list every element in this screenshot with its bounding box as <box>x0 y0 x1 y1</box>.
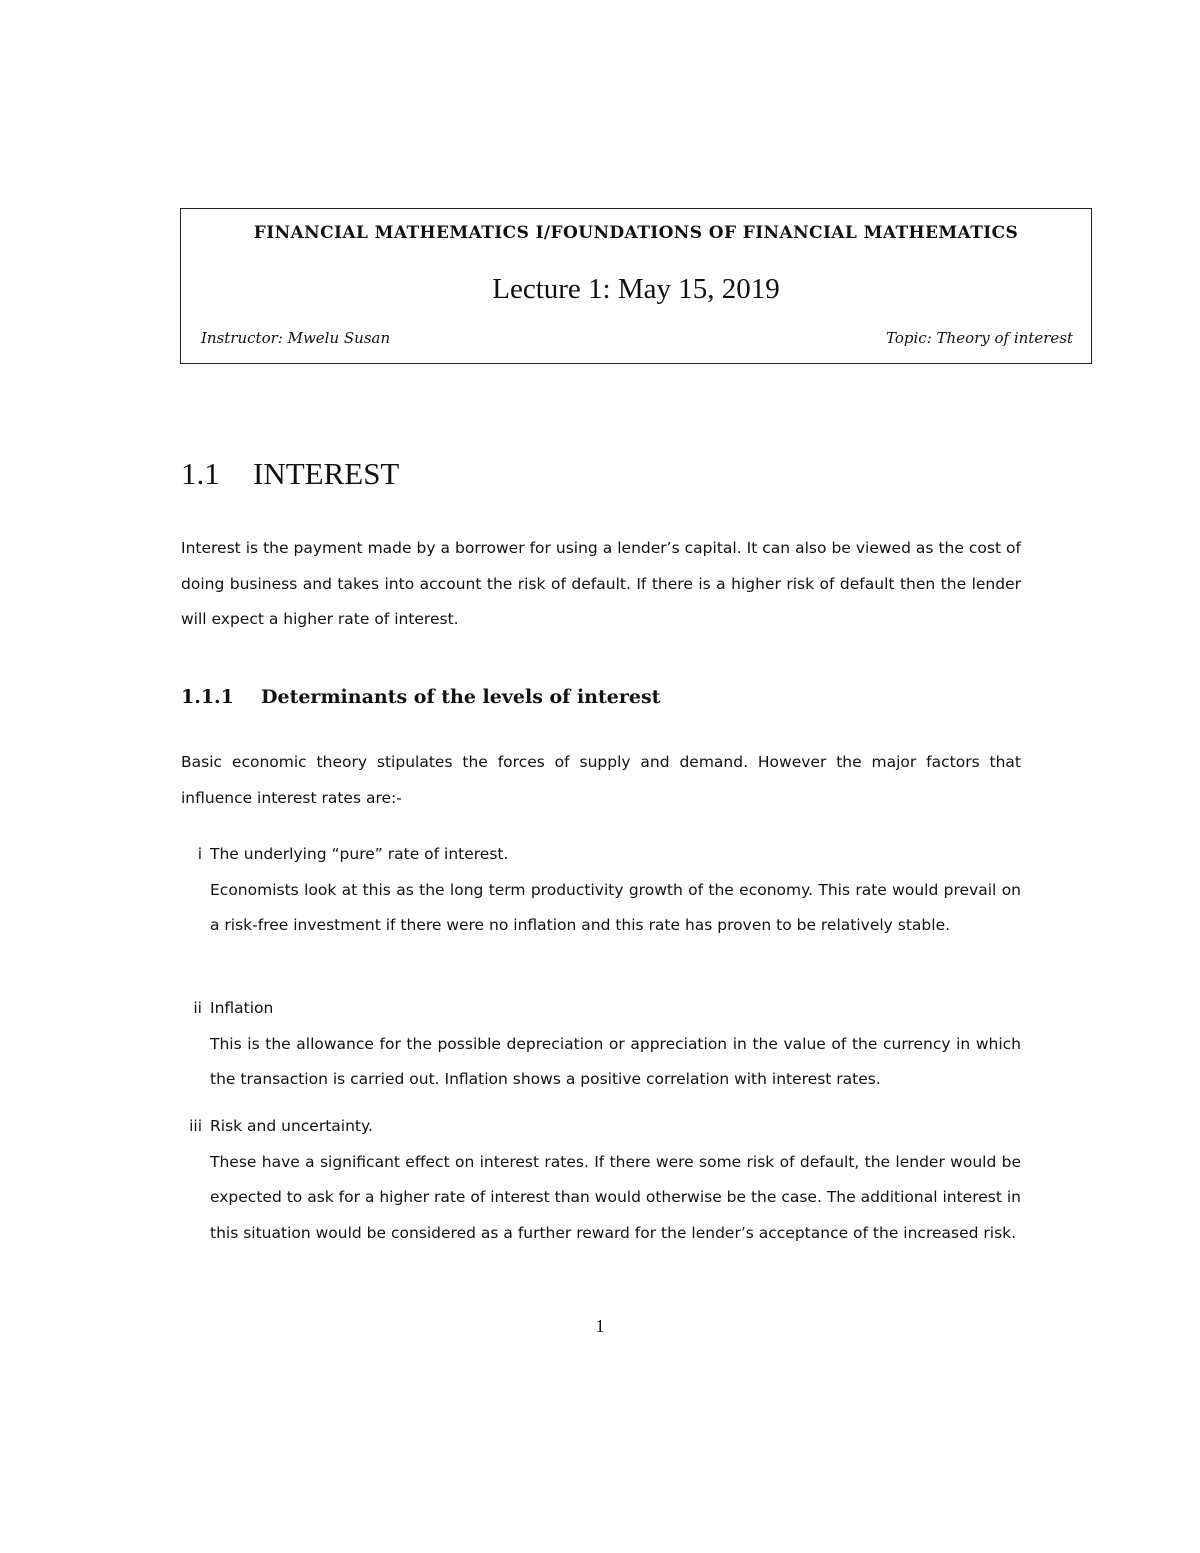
list-item-title: Risk and uncertainty. <box>210 1117 373 1135</box>
lecture-title: Lecture 1: May 15, 2019 <box>492 273 780 305</box>
section-paragraph: Interest is the payment made by a borrower for using a lender’s capital. It can also be viewed as the cost of doing business and takes into account the risk of default. If there is a higher risk of default then the lender will expect a higher rate of interest. <box>181 539 1021 628</box>
list-item-marker: iii <box>189 1117 202 1135</box>
section-title: INTEREST <box>253 456 400 491</box>
subsection-title: Determinants of the levels of interest <box>261 686 661 708</box>
list-item-description: This is the allowance for the possible depreciation or appreciation in the value of the currency in which the transaction is carried out. Inflation shows a positive correlation with interest rates. <box>210 1034 1021 1088</box>
list-item <box>150 991 1021 1098</box>
lecture-header-box <box>180 208 1092 364</box>
list-item <box>150 837 1021 944</box>
section-heading <box>181 456 399 492</box>
subsection-intro: Basic economic theory stipulates the forces of supply and demand. However the major factors that influence interest rates are:- <box>181 753 1021 807</box>
subsection-number: 1.1.1 <box>181 686 234 708</box>
section-number: 1.1 <box>181 456 220 491</box>
list-item <box>150 1109 1021 1251</box>
page-number: 1 <box>595 1316 605 1336</box>
list-item-description: These have a significant effect on interest rates. If there were some risk of default, the lender would be expected to ask for a higher rate of interest than would otherwise be the case. The additional interest in this situation would be considered as a further reward for the lender’s acceptance of the increased risk. <box>210 1152 1021 1242</box>
instructor-label: Instructor: Mwelu Susan <box>201 329 391 347</box>
list-item-marker: i <box>197 845 202 863</box>
list-item-description: Economists look at this as the long term productivity growth of the economy. This rate would prevail on a risk-free investment if there were no inflation and this rate has proven to be relatively stable. <box>210 880 1021 934</box>
subsection-heading <box>181 686 660 708</box>
course-title: FINANCIAL MATHEMATICS I/FOUNDATIONS OF FINANCIAL MATHEMATICS <box>253 223 1019 243</box>
list-item-title: Inflation <box>210 999 274 1017</box>
list-item-title: The underlying “pure” rate of interest. <box>210 845 509 863</box>
topic-label: Topic: Theory of interest <box>886 329 1073 347</box>
list-item-marker: ii <box>193 999 202 1017</box>
